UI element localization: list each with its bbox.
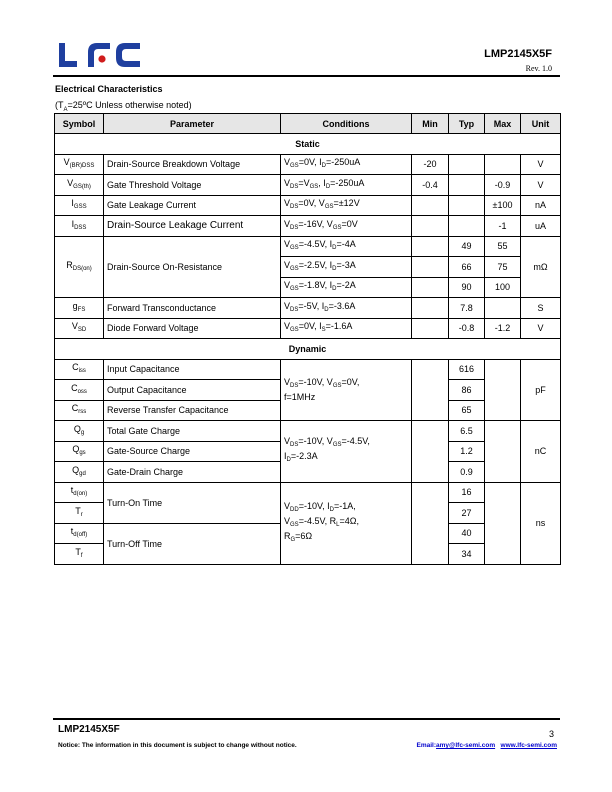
symbol-cell: $Q_{gs}$ bbox=[55, 441, 104, 462]
max-cell bbox=[485, 359, 521, 421]
revision: Rev. 1.0 bbox=[525, 64, 552, 73]
conditions-cell: $V_{GS}=0V$, $I_S=-1.6A$ bbox=[281, 318, 412, 339]
table-row bbox=[55, 482, 561, 503]
typ-cell: 16 bbox=[449, 482, 485, 503]
min-cell bbox=[412, 277, 449, 298]
max-cell: -0.9 bbox=[485, 175, 521, 196]
symbol-cell: $C_{iss}$ bbox=[55, 359, 104, 380]
max-cell: 55 bbox=[485, 236, 521, 257]
typ-cell: 34 bbox=[449, 544, 485, 565]
max-cell: -1 bbox=[485, 216, 521, 237]
symbol-cell: $Q_g$ bbox=[55, 421, 104, 442]
section-row-static bbox=[55, 134, 561, 155]
parameter-cell: Forward Transconductance bbox=[104, 298, 281, 319]
conditions-cell: $V_{DS}=-10V$, $V_{GS}=-4.5V$, $I_D=-2.3A$ bbox=[281, 421, 412, 483]
unit-cell: V bbox=[521, 154, 561, 175]
symbol-cell: $I_{DSS}$ bbox=[55, 216, 104, 237]
table-row bbox=[55, 318, 561, 339]
conditions-cell: $V_{DS}=V_{GS}$, $I_D=-250uA$ bbox=[281, 175, 412, 196]
unit-cell: pF bbox=[521, 359, 561, 421]
table-row bbox=[55, 154, 561, 175]
typ-cell: 616 bbox=[449, 359, 485, 380]
typ-cell: 49 bbox=[449, 236, 485, 257]
typ-cell: -0.8 bbox=[449, 318, 485, 339]
header-parameter: Parameter bbox=[104, 114, 281, 134]
section-label-static: Static bbox=[55, 134, 561, 155]
table-row bbox=[55, 298, 561, 319]
typ-cell: 65 bbox=[449, 400, 485, 421]
lfc-logo bbox=[58, 40, 142, 70]
header-part-number: LMP2145X5F bbox=[484, 48, 552, 60]
parameter-cell: Diode Forward Voltage bbox=[104, 318, 281, 339]
symbol-cell: $T_f$ bbox=[55, 544, 104, 565]
table-header-row bbox=[55, 114, 561, 134]
footer-part-number: LMP2145X5F bbox=[58, 724, 120, 735]
min-cell bbox=[412, 421, 449, 483]
typ-cell bbox=[449, 216, 485, 237]
min-cell: -0.4 bbox=[412, 175, 449, 196]
symbol-cell: $V_{(BR)DSS}$ bbox=[55, 154, 104, 175]
parameter-cell: Gate-Drain Charge bbox=[104, 462, 281, 483]
parameter-cell: Total Gate Charge bbox=[104, 421, 281, 442]
max-cell bbox=[485, 482, 521, 564]
table-row bbox=[55, 216, 561, 237]
conditions-cell: $V_{DD}=-10V$, $I_D=-1A$, $V_{GS}=-4.5V$, $R_L=4\Omega$, $R_G=6\Omega$ bbox=[281, 482, 412, 564]
conditions-cell: $V_{GS}=-1.8V$, $I_D=-2A$ bbox=[281, 277, 412, 298]
symbol-cell: $V_{SD}$ bbox=[55, 318, 104, 339]
symbol-cell: $t_{d(on)}$ bbox=[55, 482, 104, 503]
parameter-cell: Turn-Off Time bbox=[104, 523, 281, 564]
unit-cell: nC bbox=[521, 421, 561, 483]
parameter-cell: Drain-Source On-Resistance bbox=[104, 236, 281, 298]
parameter-cell: Gate Threshold Voltage bbox=[104, 175, 281, 196]
footer-contact bbox=[417, 742, 558, 749]
conditions-cell: $V_{DS}=-16V$, $V_{GS}=0V$ bbox=[281, 216, 412, 237]
header-symbol: Symbol bbox=[55, 114, 104, 134]
table-row bbox=[55, 175, 561, 196]
header-conditions: Conditions bbox=[281, 114, 412, 134]
unit-cell: ns bbox=[521, 482, 561, 564]
section-row-dynamic bbox=[55, 339, 561, 360]
max-cell: 100 bbox=[485, 277, 521, 298]
typ-cell bbox=[449, 195, 485, 216]
header-unit: Unit bbox=[521, 114, 561, 134]
parameter-cell: Drain-Source Leakage Current bbox=[104, 216, 281, 237]
typ-cell: 66 bbox=[449, 257, 485, 278]
min-cell bbox=[412, 318, 449, 339]
symbol-cell: $I_{GSS}$ bbox=[55, 195, 104, 216]
max-cell: ±100 bbox=[485, 195, 521, 216]
symbol-cell: $t_{d(off)}$ bbox=[55, 523, 104, 544]
max-cell bbox=[485, 154, 521, 175]
footer-divider bbox=[53, 718, 560, 720]
table-row bbox=[55, 421, 561, 442]
symbol-cell: $T_r$ bbox=[55, 503, 104, 524]
header-typ: Typ bbox=[449, 114, 485, 134]
typ-cell: 0.9 bbox=[449, 462, 485, 483]
section-label-dynamic: Dynamic bbox=[55, 339, 561, 360]
min-cell bbox=[412, 216, 449, 237]
page-number: 3 bbox=[548, 729, 554, 739]
unit-cell: nA bbox=[521, 195, 561, 216]
parameter-cell: Reverse Transfer Capacitance bbox=[104, 400, 281, 421]
symbol-cell: $R_{DS(on)}$ bbox=[55, 236, 104, 298]
symbol-cell: $C_{oss}$ bbox=[55, 380, 104, 401]
max-cell bbox=[485, 421, 521, 483]
website-link[interactable]: www.lfc-semi.com bbox=[500, 742, 557, 749]
min-cell bbox=[412, 482, 449, 564]
unit-cell: S bbox=[521, 298, 561, 319]
typ-cell: 6.5 bbox=[449, 421, 485, 442]
typ-cell: 27 bbox=[449, 503, 485, 524]
min-cell bbox=[412, 236, 449, 257]
conditions-cell: $V_{DS}=-10V$, $V_{GS}=0V$, f=1MHz bbox=[281, 359, 412, 421]
conditions-cell: $V_{DS}=-5V$, $I_D=-3.6A$ bbox=[281, 298, 412, 319]
footer-notice: Notice: The information in this document is subject to change without notice. bbox=[58, 742, 297, 749]
conditions-cell: $V_{GS}=-2.5V$, $I_D=-3A$ bbox=[281, 257, 412, 278]
unit-cell: V bbox=[521, 318, 561, 339]
table-row bbox=[55, 195, 561, 216]
email-label: Email: bbox=[416, 742, 437, 749]
parameter-cell: Turn-On Time bbox=[104, 482, 281, 523]
typ-cell bbox=[449, 175, 485, 196]
header-max: Max bbox=[485, 114, 521, 134]
symbol-cell: $g_{FS}$ bbox=[55, 298, 104, 319]
symbol-cell: $V_{GS(th)}$ bbox=[55, 175, 104, 196]
max-cell: 75 bbox=[485, 257, 521, 278]
typ-cell: 1.2 bbox=[449, 441, 485, 462]
parameter-cell: Drain-Source Breakdown Voltage bbox=[104, 154, 281, 175]
table-row bbox=[55, 359, 561, 380]
unit-cell: uA bbox=[521, 216, 561, 237]
typ-cell: 90 bbox=[449, 277, 485, 298]
typ-cell bbox=[449, 154, 485, 175]
min-cell: -20 bbox=[412, 154, 449, 175]
electrical-characteristics-table bbox=[54, 113, 561, 565]
table-row bbox=[55, 236, 561, 257]
parameter-cell: Gate-Source Charge bbox=[104, 441, 281, 462]
typ-cell: 86 bbox=[449, 380, 485, 401]
max-cell: -1.2 bbox=[485, 318, 521, 339]
header-divider bbox=[53, 75, 560, 77]
typ-cell: 7.8 bbox=[449, 298, 485, 319]
parameter-cell: Input Capacitance bbox=[104, 359, 281, 380]
conditions-cell: $V_{GS}=-4.5V$, $I_D=-4A$ bbox=[281, 236, 412, 257]
conditions-cell: $V_{GS}=0V$, $I_D=-250uA$ bbox=[281, 154, 412, 175]
header-min: Min bbox=[412, 114, 449, 134]
symbol-cell: $Q_{gd}$ bbox=[55, 462, 104, 483]
parameter-cell: Gate Leakage Current bbox=[104, 195, 281, 216]
symbol-cell: $C_{rss}$ bbox=[55, 400, 104, 421]
min-cell bbox=[412, 359, 449, 421]
test-condition-note: ($T_A=25ºC$ Unless otherwise noted) bbox=[55, 100, 192, 113]
min-cell bbox=[412, 298, 449, 319]
unit-cell: V bbox=[521, 175, 561, 196]
parameter-cell: Output Capacitance bbox=[104, 380, 281, 401]
unit-cell: mΩ bbox=[521, 236, 561, 298]
section-title: Electrical Characteristics bbox=[55, 84, 163, 94]
typ-cell: 40 bbox=[449, 523, 485, 544]
email-link[interactable]: amy@lfc-semi.com bbox=[436, 742, 496, 749]
min-cell bbox=[412, 257, 449, 278]
conditions-cell: $V_{DS}=0V$, $V_{GS}=\pm 12V$ bbox=[281, 195, 412, 216]
min-cell bbox=[412, 195, 449, 216]
max-cell bbox=[485, 298, 521, 319]
